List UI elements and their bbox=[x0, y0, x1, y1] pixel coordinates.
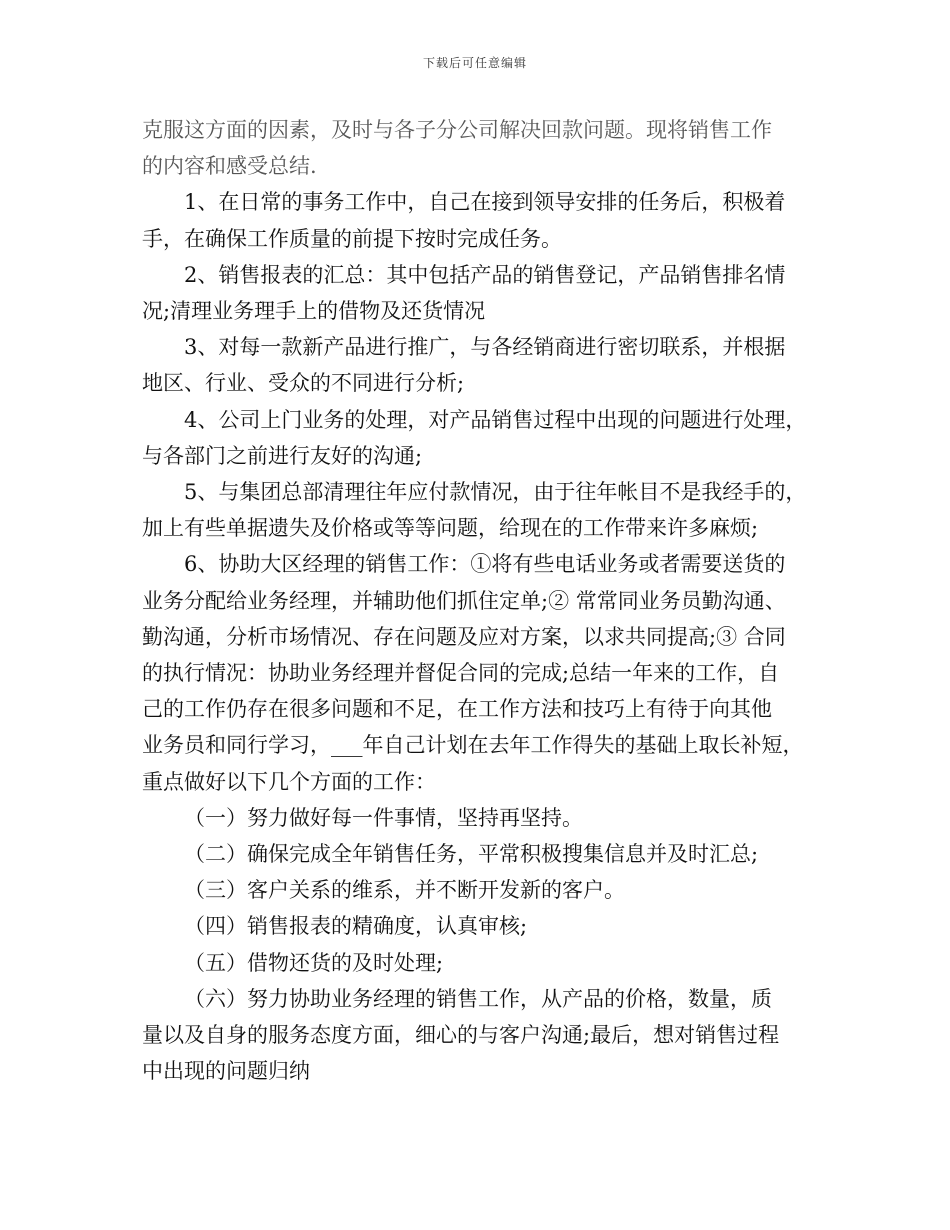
paragraph-line: 的内容和感受总结. bbox=[142, 154, 317, 179]
plan-item-6-line: 量以及自身的服务态度方面，细心的与客户沟通;最后，想对销售过程 bbox=[142, 1023, 780, 1048]
list-item-6-line: 己的工作仍存在很多问题和不足，在工作方法和技巧上有待于向其他 bbox=[142, 697, 772, 722]
list-item-6-line: 6、协助大区经理的销售工作：①将有些电话业务或者需要送货的 bbox=[184, 552, 786, 577]
list-item-3-line: 3、对每一款新产品进行推广，与各经销商进行密切联系，并根据 bbox=[184, 335, 786, 360]
list-item-1-line: 1、在日常的事务工作中，自己在接到领导安排的任务后，积极着 bbox=[184, 190, 786, 215]
list-item-2-line: 2、销售报表的汇总：其中包括产品的销售登记，产品销售排名情 bbox=[184, 262, 786, 287]
plan-item-6-line: 中出现的问题归纳 bbox=[142, 1059, 310, 1084]
list-item-4-line: 与各部门之前进行友好的沟通; bbox=[142, 443, 423, 468]
list-item-4-line: 4、公司上门业务的处理，对产品销售过程中出现的问题进行处理， bbox=[184, 407, 807, 432]
plan-item-1: （一）努力做好每一件事情，坚持再坚持。 bbox=[184, 805, 583, 830]
list-item-5-line: 5、与集团总部清理往年应付款情况，由于往年帐目不是我经手的， bbox=[184, 480, 807, 505]
list-item-1-line: 手，在确保工作质量的前提下按时完成任务。 bbox=[142, 226, 562, 251]
plan-item-5: （五）借物还货的及时处理; bbox=[184, 950, 444, 975]
list-item-6-line: 勤沟通，分析市场情况、存在问题及应对方案，以求共同提高;③ 合同 bbox=[142, 624, 786, 649]
list-item-6-line: 业务员和同行学习，___年自己计划在去年工作得失的基础上取长补短， bbox=[142, 733, 804, 758]
page-header: 下载后可任意编辑 bbox=[422, 56, 527, 70]
list-item-3-line: 地区、行业、受众的不同进行分析; bbox=[142, 371, 465, 396]
list-item-5-line: 加上有些单据遗失及价格或等等问题，给现在的工作带来许多麻烦; bbox=[142, 516, 759, 541]
list-item-2-line: 况;清理业务理手上的借物及还货情况 bbox=[142, 299, 486, 324]
plan-item-2: （二）确保完成全年销售任务，平常积极搜集信息并及时汇总; bbox=[184, 842, 759, 867]
plan-item-6-line: （六）努力协助业务经理的销售工作，从产品的价格，数量，质 bbox=[184, 986, 772, 1011]
paragraph-line: 克服这方面的因素，及时与各子分公司解决回款问题。现将销售工作 bbox=[142, 118, 772, 142]
list-item-6-line: 的执行情况：协助业务经理并督促合同的完成;总结一年来的工作，自 bbox=[142, 661, 780, 686]
plan-item-3: （三）客户关系的维系，并不断开发新的客户。 bbox=[184, 878, 625, 903]
document-body bbox=[142, 112, 817, 1089]
plan-item-4: （四）销售报表的精确度，认真审核; bbox=[184, 914, 528, 939]
list-item-6-line: 业务分配给业务经理，并辅助他们抓住定单;② 常常同业务员勤沟通、 bbox=[142, 588, 786, 613]
list-item-6-line: 重点做好以下几个方面的工作： bbox=[142, 769, 436, 794]
